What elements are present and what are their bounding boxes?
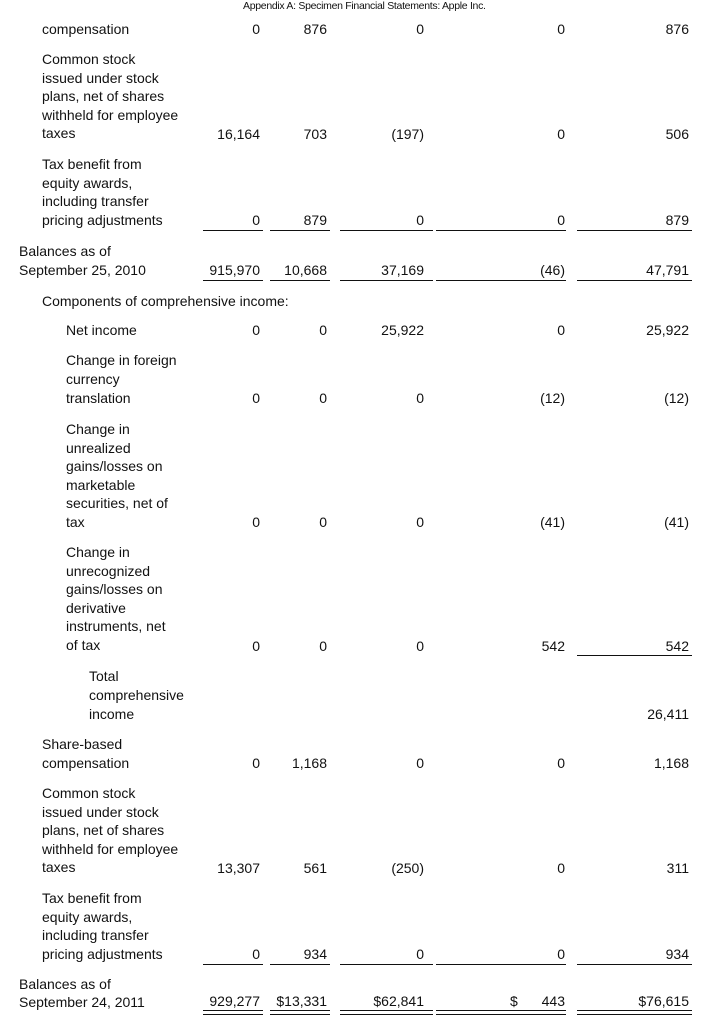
cell-amount: 0 — [319, 322, 327, 338]
cell-retained: 0 — [416, 638, 424, 654]
row-label-line: plans, net of shares — [42, 88, 165, 105]
row-label-line: tax — [66, 514, 85, 530]
cell-retained: (250) — [391, 860, 424, 876]
double-rule — [203, 1010, 263, 1015]
row-label-line: securities, net of — [66, 495, 168, 512]
row-label-line: withheld for employee — [42, 106, 179, 123]
cell-shares: 0 — [252, 212, 260, 228]
row-label-line: Total — [89, 668, 119, 684]
row-label-line: Balances as of — [19, 243, 111, 259]
cell-retained: 0 — [416, 755, 424, 771]
row-label-line: gains/losses on — [66, 458, 163, 475]
cell-total: 26,411 — [647, 706, 689, 722]
cell-retained: 37,169 — [381, 262, 424, 278]
section-heading: Components of comprehensive income: — [42, 293, 289, 309]
row-label-line: withheld for employee — [42, 840, 179, 857]
row-label-line: including transfer — [42, 927, 149, 944]
row-label-line: translation — [66, 390, 131, 406]
cell-shares: 0 — [252, 638, 260, 654]
subtotal-rule — [577, 230, 692, 231]
cell-amount: 0 — [319, 638, 327, 654]
cell-shares: 0 — [252, 755, 260, 771]
cell-amount: $13,331 — [276, 993, 327, 1009]
row-label-line: of tax — [66, 637, 101, 653]
cell-retained: 0 — [416, 212, 424, 228]
cell-shares: 0 — [252, 514, 260, 530]
cell-total: 876 — [665, 21, 689, 37]
cell-amount: 879 — [303, 212, 327, 228]
row-label-line: September 25, 2010 — [19, 262, 146, 278]
subtotal-rule — [436, 964, 566, 965]
balance-rule — [270, 280, 330, 281]
cell-shares: 0 — [252, 322, 260, 338]
row-label-line: issued under stock — [42, 803, 159, 820]
row-label-line: derivative — [66, 599, 126, 616]
balance-rule — [203, 280, 263, 281]
row-label-line: Common stock — [42, 51, 136, 67]
row-label-line: equity awards, — [42, 174, 133, 191]
cell-total: 542 — [665, 638, 689, 654]
cell-amount: 934 — [303, 946, 327, 962]
subtotal-rule — [436, 230, 566, 231]
cell-total: (41) — [664, 514, 689, 530]
cell-aoci: 0 — [557, 322, 565, 338]
cell-total: 934 — [665, 946, 689, 962]
cell-aoci: 0 — [557, 946, 565, 962]
cell-aoci: 0 — [557, 755, 565, 771]
cell-total: 47,791 — [646, 262, 689, 278]
cell-total: $76,615 — [638, 993, 689, 1009]
row-label-line: Change in — [66, 544, 130, 560]
cell-aoci: 443 — [541, 993, 565, 1009]
cell-amount: 703 — [303, 126, 327, 142]
cell-aoci: 0 — [557, 860, 565, 876]
cell-amount: 876 — [303, 21, 327, 37]
cell-retained: 25,922 — [381, 322, 424, 338]
cell-retained: (197) — [391, 126, 424, 142]
subtotal-rule — [340, 964, 433, 965]
cell-aoci: 542 — [541, 638, 565, 654]
balance-rule — [340, 280, 433, 281]
subtotal-rule — [270, 964, 330, 965]
row-label-line: marketable — [66, 476, 136, 493]
row-label-line: unrealized — [66, 439, 131, 456]
cell-shares: 16,164 — [217, 126, 260, 142]
row-label-line: Change in — [66, 421, 130, 437]
row-label: Net income — [66, 322, 137, 338]
cell-amount: 10,668 — [284, 262, 327, 278]
cell-retained: 0 — [416, 946, 424, 962]
row-label-line: unrecognized — [66, 562, 151, 579]
cell-aoci: 0 — [557, 21, 565, 37]
cell-retained: 0 — [416, 390, 424, 406]
cell-total: (12) — [664, 390, 689, 406]
row-label-line: taxes — [42, 859, 76, 876]
cell-total: 506 — [665, 126, 689, 142]
row-label-line: taxes — [42, 125, 76, 142]
row-label-line: instruments, net — [66, 618, 166, 635]
cell-shares: 13,307 — [217, 860, 260, 876]
row-label-line: Change in foreign — [66, 352, 177, 368]
cell-amount: 1,168 — [291, 755, 327, 771]
double-rule — [270, 1010, 330, 1015]
cell-total: 311 — [666, 860, 689, 876]
subtotal-rule — [340, 230, 433, 231]
cell-retained: 0 — [416, 514, 424, 530]
row-label-line: Tax benefit from — [42, 156, 142, 172]
row-label-line: plans, net of shares — [42, 822, 165, 839]
currency-symbol: $ — [510, 993, 518, 1009]
double-rule — [436, 1010, 566, 1015]
cell-shares: 929,277 — [209, 993, 260, 1009]
row-label-line: including transfer — [42, 193, 149, 210]
cell-amount: 0 — [319, 390, 327, 406]
row-label-line: Tax benefit from — [42, 890, 142, 906]
row-label-line: comprehensive — [89, 687, 184, 703]
balance-rule — [577, 280, 692, 281]
row-label-line: gains/losses on — [66, 581, 163, 598]
row-label-line: issued under stock — [42, 69, 159, 86]
row-label-line: Share-based — [42, 736, 123, 752]
row-label-line: September 24, 2011 — [19, 994, 145, 1010]
row-label-line: Balances as of — [19, 976, 111, 992]
cell-total: 1,168 — [653, 755, 689, 771]
subtotal-rule — [270, 230, 330, 231]
subtotal-rule — [577, 964, 692, 965]
subtotal-rule — [203, 964, 263, 965]
cell-aoci: (12) — [540, 390, 565, 406]
cell-shares: 915,970 — [209, 262, 260, 278]
cell-retained: 0 — [416, 21, 424, 37]
row-label: compensation — [42, 21, 130, 37]
cell-shares: 0 — [252, 390, 260, 406]
cell-total: 879 — [665, 212, 689, 228]
row-label-line: pricing adjustments — [42, 945, 163, 962]
row-label-line: Common stock — [42, 785, 136, 801]
subtotal-rule — [203, 230, 263, 231]
subtotal-rule — [577, 655, 692, 656]
double-rule — [340, 1010, 433, 1015]
row-label-line: income — [89, 706, 135, 722]
balance-rule — [436, 280, 566, 281]
row-label-line: compensation — [42, 755, 130, 771]
row-label-line: equity awards, — [42, 908, 133, 925]
cell-aoci: (46) — [540, 262, 565, 278]
double-rule — [577, 1010, 692, 1015]
row-label-line: pricing adjustments — [42, 211, 163, 228]
cell-aoci: 0 — [557, 126, 565, 142]
cell-aoci: (41) — [540, 514, 565, 530]
row-label-line: currency — [66, 371, 120, 387]
cell-shares: 0 — [252, 21, 260, 37]
page-header: Appendix A: Specimen Financial Statements: Apple Inc. — [243, 0, 486, 12]
cell-shares: 0 — [252, 946, 260, 962]
cell-amount: 0 — [319, 514, 327, 530]
cell-amount: 561 — [303, 860, 327, 876]
cell-retained: $62,841 — [373, 993, 424, 1009]
cell-aoci: 0 — [557, 212, 565, 228]
cell-total: 25,922 — [646, 322, 689, 338]
